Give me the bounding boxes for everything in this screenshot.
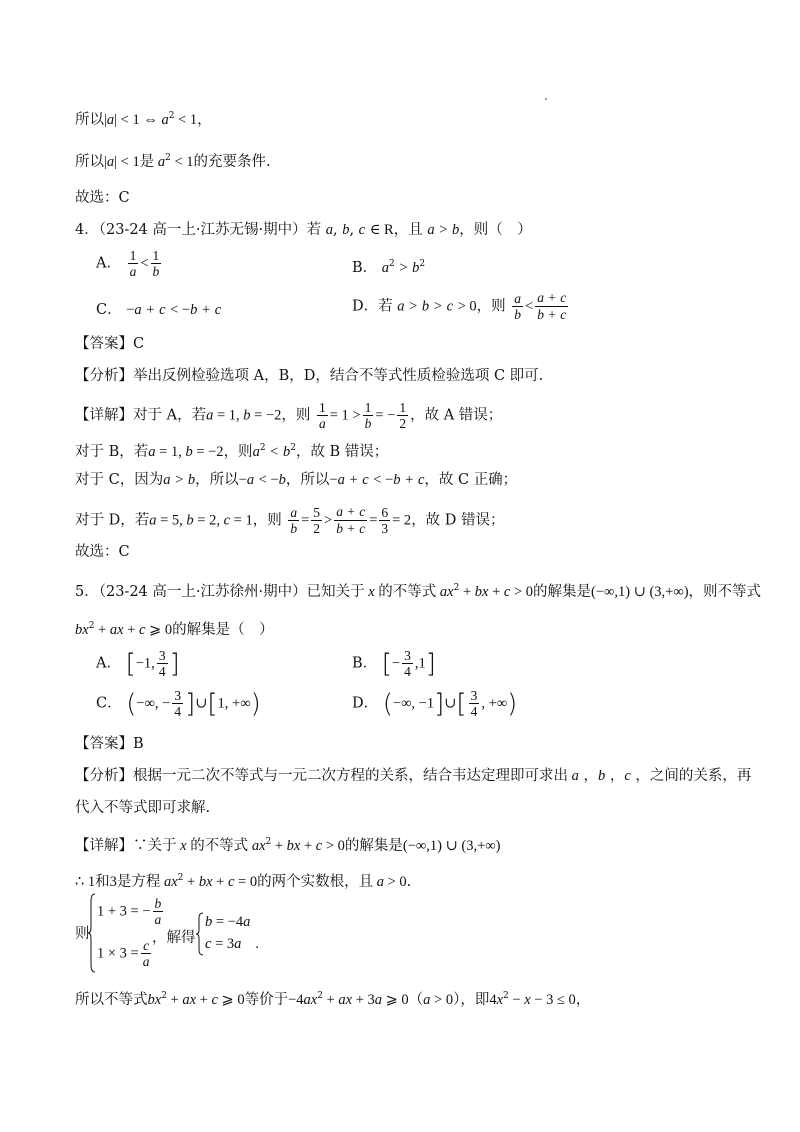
q5-option-b: B． [− $\frac{3}{4}$ ,1] <box>352 648 436 679</box>
q4-option-a: A． $\frac{1}{a}$ < $\frac{1}{b}$ <box>96 248 160 279</box>
line-abs-equiv: 所以|a| < 1 ⇔ $a^2 < 1$， <box>75 111 212 128</box>
line-necessary-sufficient: 所以|a| < 1是 $a^2 < 1$的充要条件. <box>75 153 271 170</box>
solution-c: c = 3a . <box>205 936 259 952</box>
q5-then-label: 则 <box>75 926 90 942</box>
solution-b: b = −4a <box>205 914 251 930</box>
q4-option-b: B． $a^2 > b^2$ <box>352 259 426 276</box>
solve-label: ，解得 <box>152 930 196 946</box>
q4-option-c: C． −a + c < −b + c <box>96 302 222 318</box>
q4-analysis: 【分析】举出反例检验选项 A，B，D，结合不等式性质检验选项 C 即可. <box>75 368 544 384</box>
q4-stem: 4．（23-24 高一上·江苏无锡·期中）若 a, b, c ∈ R，且 a > b，则（ ） <box>75 222 532 238</box>
q5-detail-line-2: ∴ 1和3是方程 $ax^2$ + bx + c = 0的两个实数根，且 a > 0. <box>75 873 412 890</box>
system-eq-2: 1 × 3 = $\frac{c}{a}$ <box>97 938 150 969</box>
left-brace-icon-2 <box>196 912 204 956</box>
q5-detail-line-1: 【详解】∵关于 x 的不等式 $ax^2$ + bx + c > 0的解集是(−∞,1) ∪ (3,+∞) <box>75 837 501 854</box>
q4-option-d: D．若 a > b > c > 0，则 $\frac{a}{b}$ < $\frac{a + c}{b + c}$ <box>352 290 567 322</box>
q5-stem-line-2: $bx^2$ + ax + c ⩾ 0的解集是（ ） <box>75 621 274 638</box>
q4-answer: 【答案】C <box>75 336 145 352</box>
q5-option-c: C． (−∞, − $\frac{3}{4}$ ]∪[1, +∞) <box>96 688 261 719</box>
q5-stem-line-1: 5．（23-24 高一上·江苏徐州·期中）已知关于 x 的不等式 $ax^2$ + bx + c > 0的解集是(−∞,1) ∪ (3,+∞)，则不等式 <box>75 583 762 600</box>
left-brace-icon <box>88 893 96 973</box>
q5-option-a: A． [−1, $\frac{3}{4}$ ] <box>96 648 180 679</box>
q4-detail-a: 【详解】对于 A，若a = 1, b = −2，则 $\frac{1}{a}$ = 1 > $\frac{1}{b}$ = − $\frac{1}{2}$ ，故 A 错误； <box>75 400 503 431</box>
system-eq-1: 1 + 3 = − $\frac{b}{a}$ <box>97 896 162 927</box>
q5-analysis-line-1: 【分析】根据一元二次不等式与一元二次方程的关系，结合韦达定理即可求出 a ，b ，c ，之间的关系，再 <box>75 768 752 784</box>
q4-choose: 故选：C <box>75 544 130 560</box>
q5-answer: 【答案】B <box>75 736 144 752</box>
choose-line-3: 故选：C <box>75 190 130 206</box>
scan-dot <box>545 98 547 100</box>
q5-option-d: D． (−∞, −1]∪[ $\frac{3}{4}$ , +∞) <box>352 688 518 719</box>
q5-analysis-line-2: 代入不等式即可求解. <box>75 800 211 816</box>
q4-detail-b: 对于 B，若a = 1, b = −2，则$a^2 < b^2$，故 B 错误； <box>75 443 389 460</box>
q4-detail-d: 对于 D，若a = 5, b = 2, c = 1，则 $\frac{a}{b}$ = $\frac{5}{2}$ > $\frac{a + c}{b + c}$ = $\frac{6}{3}$ = 2，故 D 错误； <box>75 504 505 536</box>
q5-detail-final: 所以不等式$bx^2$ + ax + c ⩾ 0等价于$-4ax^2$ + ax + 3a ⩾ 0（a > 0），即$4x^2 - x - 3 \le 0$， <box>75 991 591 1008</box>
q4-detail-c: 对于 C，因为a > b，所以−a < −b，所以−a + c < −b + c，故 C 正确； <box>75 472 518 488</box>
